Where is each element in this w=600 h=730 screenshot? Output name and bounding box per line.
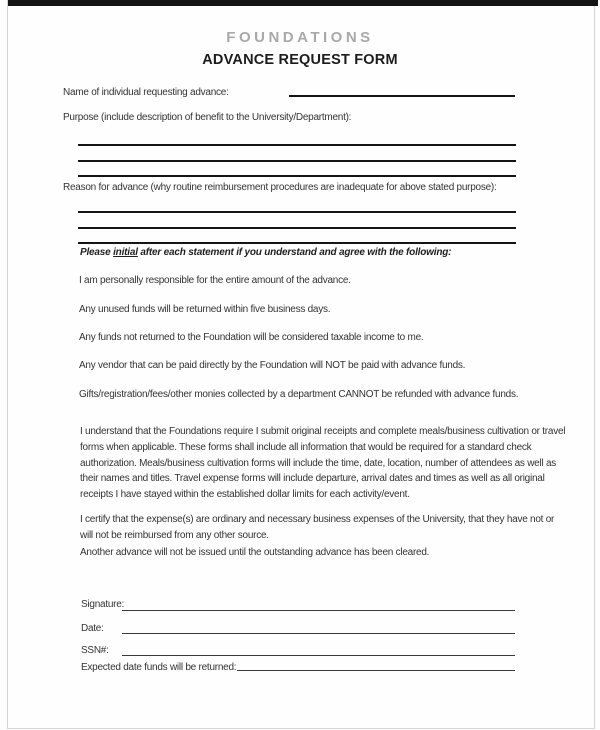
- agreement-heading-underlined-word: initial: [113, 247, 138, 258]
- reason-fill-line-1[interactable]: [78, 211, 516, 213]
- ssn-fill-line[interactable]: [122, 655, 515, 656]
- top-black-bar: [8, 0, 598, 6]
- clipped-header-label: FOUNDATIONS: [226, 29, 374, 46]
- clipped-header-text: [0, 29, 600, 46]
- agreement-heading: [80, 247, 451, 258]
- reason-fill-line-2[interactable]: [78, 227, 516, 229]
- signature-fill-line[interactable]: [122, 610, 515, 611]
- signature-label: Signature:: [81, 599, 125, 610]
- expected-date-fill-line[interactable]: [237, 670, 515, 671]
- date-label: Date:: [81, 623, 104, 634]
- purpose-fill-line-2[interactable]: [78, 160, 516, 162]
- statement-3: Any funds not returned to the Foundation will be considered taxable income to me.: [79, 332, 424, 343]
- statement-2: Any unused funds will be returned within five business days.: [79, 304, 331, 315]
- purpose-fill-line-3[interactable]: [78, 175, 516, 177]
- date-fill-line[interactable]: [122, 633, 515, 634]
- expected-date-label: Expected date funds will be returned:: [81, 662, 237, 673]
- name-label: Name of individual requesting advance:: [63, 87, 229, 98]
- reason-label: Reason for advance (why routine reimbursement procedures are inadequate for above stated purpose):: [63, 182, 497, 193]
- statement-1: I am personally responsible for the entire amount of the advance.: [79, 275, 351, 286]
- statement-5: Gifts/registration/fees/other monies collected by a department CANNOT be refunded with advance funds.: [79, 389, 519, 400]
- purpose-label: Purpose (include description of benefit to the University/Department):: [63, 112, 352, 123]
- page-title: ADVANCE REQUEST FORM: [202, 52, 398, 68]
- name-fill-line[interactable]: [289, 95, 515, 97]
- certify-paragraph: I certify that the expense(s) are ordinary and necessary business expenses of the University, that they have not or will not be reimbursed from any other source.: [80, 514, 555, 541]
- statement-4: Any vendor that can be paid directly by the Foundation will NOT be paid with advance funds.: [79, 360, 466, 371]
- another-advance-paragraph: Another advance will not be issued until the outstanding advance has been cleared.: [80, 547, 430, 558]
- reason-fill-line-3[interactable]: [78, 242, 516, 244]
- purpose-fill-line-1[interactable]: [78, 144, 516, 146]
- ssn-label: SSN#:: [81, 645, 109, 656]
- understanding-paragraph: I understand that the Foundations require I submit original receipts and complete meals/business cultivation or travel forms when applicable. These forms shall include all information that would be required for a standard check authorization. Meals/business cultivation forms will include the time, date, location, number of attendees as well as their names and titles. Travel expense forms will include departure, arrival dates and times as well as all original receipts I have stayed within the established dollar limits for each activity/event.: [80, 426, 566, 501]
- agreement-heading-post: after each statement if you understand and agree with the following:: [137, 247, 452, 258]
- agreement-heading-pre: Please: [80, 247, 114, 258]
